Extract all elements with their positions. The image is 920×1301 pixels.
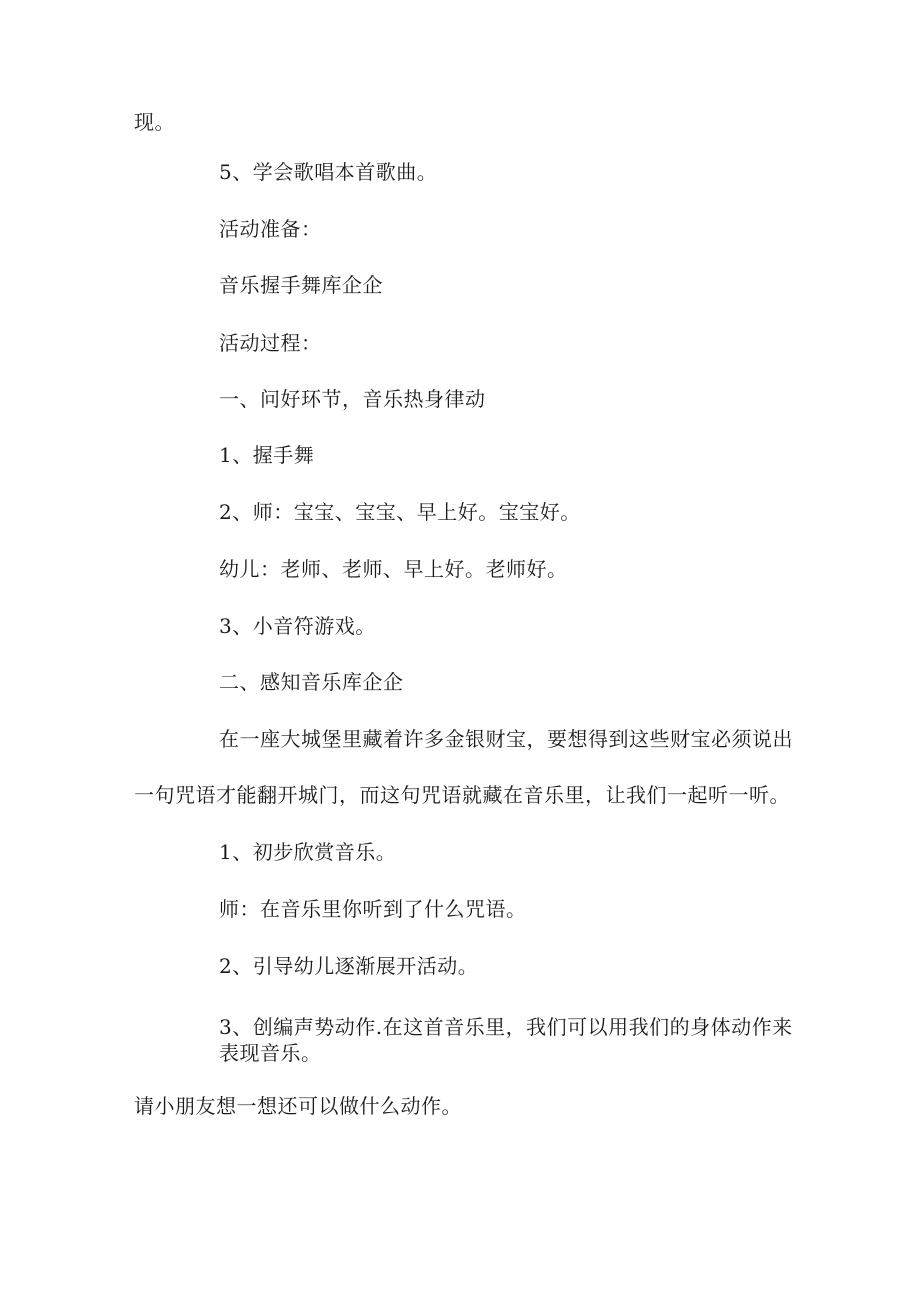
text-line-child-reply: 幼儿：老师、老师、早上好。老师好。	[219, 557, 568, 581]
paragraph-story-line-1: 在一座大城堡里藏着许多金银财宝，要想得到这些财宝必须说出	[219, 727, 793, 751]
text-line-preparation-items: 音乐握手舞库企企	[219, 273, 383, 297]
text-line-listen-step-3: 3、创编声势动作.在这首音乐里，我们可以用我们的身体动作来	[219, 1015, 793, 1039]
heading-activity-process: 活动过程：	[219, 331, 322, 355]
text-line-listen-step-3-cont: 表现音乐。	[219, 1041, 322, 1065]
text-line-listen-step-2: 2、引导幼儿逐渐展开活动。	[219, 954, 479, 978]
text-line-closing: 请小朋友想一想还可以做什么动作。	[134, 1094, 462, 1118]
section-heading-1: 一、问好环节，音乐热身律动	[219, 387, 486, 411]
text-line-teacher-question: 师：在音乐里你听到了什么咒语。	[219, 897, 527, 921]
text-line-step-1: 1、握手舞	[219, 443, 315, 467]
text-line-continuation: 现。	[134, 110, 175, 134]
heading-activity-preparation: 活动准备：	[219, 217, 322, 241]
section-heading-2: 二、感知音乐库企企	[219, 670, 404, 694]
text-line-listen-step-1: 1、初步欣赏音乐。	[219, 840, 397, 864]
text-line-step-2: 2、师：宝宝、宝宝、早上好。宝宝好。	[219, 500, 581, 524]
paragraph-story-line-2: 一句咒语才能翻开城门，而这句咒语就藏在音乐里，让我们一起听一听。	[134, 783, 790, 807]
text-line-goal-5: 5、学会歌唱本首歌曲。	[219, 160, 438, 184]
text-line-step-3: 3、小音符游戏。	[219, 614, 376, 638]
